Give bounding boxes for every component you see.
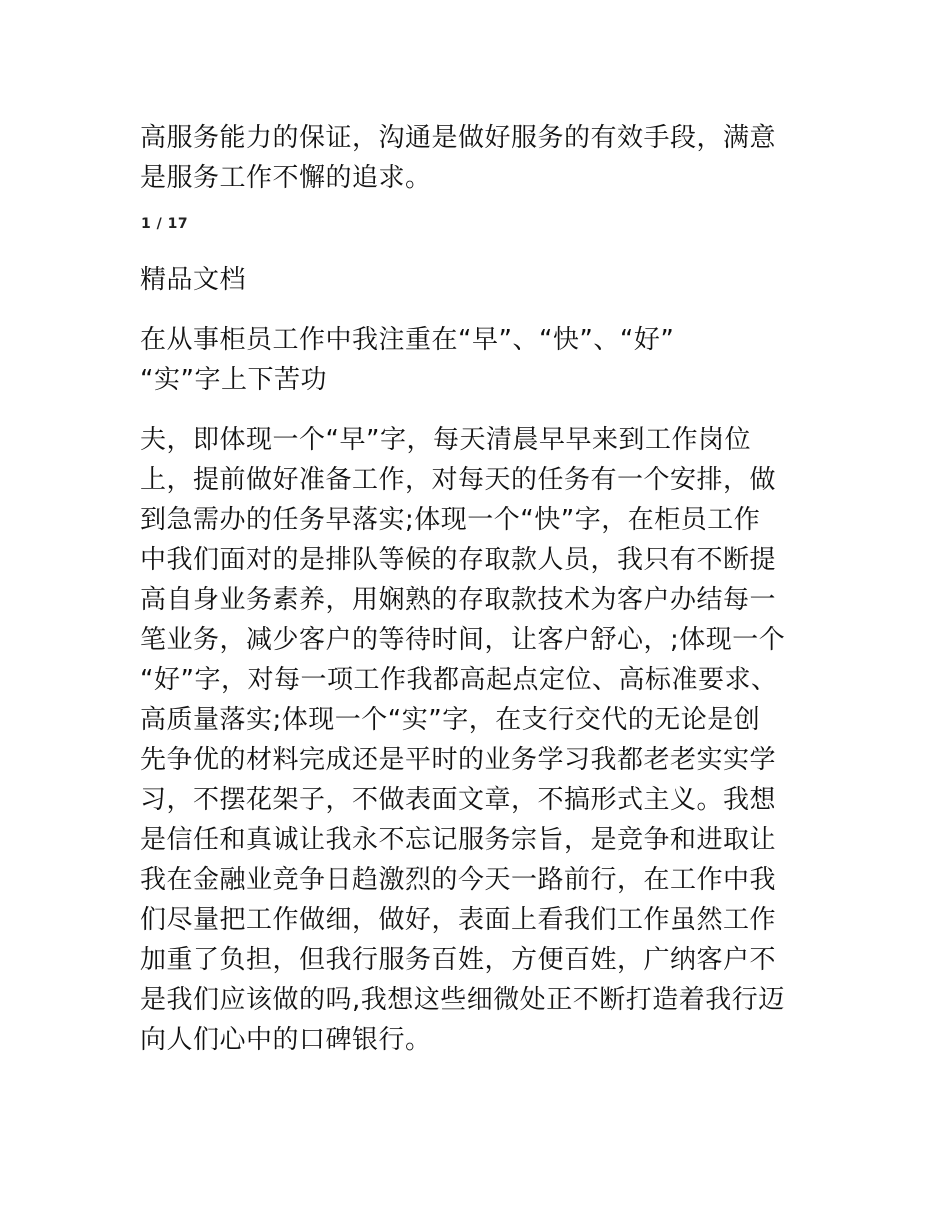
heading-line-2: “实”字上下苦功 <box>140 365 327 395</box>
body-line-7: “好”字，对每一项工作我都高起点定位、高标准要求、 <box>140 665 778 695</box>
body-line-3: 到急需办的任务早落实;体现一个“快”字，在柜员工作 <box>140 505 761 535</box>
body-line-15: 是我们应该做的吗,我想这些细微处正不断打造着我行迈 <box>140 985 785 1015</box>
body-line-2: 上，提前做好准备工作，对每天的任务有一个安排，做 <box>140 465 777 495</box>
body-line-14: 加重了负担，但我行服务百姓，方便百姓，广纳客户不 <box>140 945 777 975</box>
body-line-1: 夫，即体现一个“早”字，每天清晨早早来到工作岗位 <box>140 425 751 455</box>
body-line-12: 我在金融业竞争日趋激烈的今天一路前行，在工作中我 <box>140 865 777 895</box>
body-line-10: 习，不摆花架子，不做表面文章，不搞形式主义。我想 <box>140 785 777 815</box>
body-line-9: 先争优的材料完成还是平时的业务学习我都老老实实学 <box>140 745 777 775</box>
heading-paragraph <box>140 320 810 400</box>
body-line-16: 向人们心中的口碑银行。 <box>140 1025 432 1055</box>
heading-line-1: 在从事柜员工作中我注重在“早”、“快”、“好” <box>140 325 675 355</box>
document-label: 精品文档 <box>140 265 247 295</box>
body-line-5: 高自身业务素养，用娴熟的存取款技术为客户办结每一 <box>140 585 777 615</box>
body-line-4: 中我们面对的是排队等候的存取款人员，我只有不断提 <box>140 545 777 575</box>
body-line-8: 高质量落实;体现一个“实”字，在支行交代的无论是创 <box>140 705 761 735</box>
body-line-6: 笔业务，减少客户的等待时间，让客户舒心，;体现一个 <box>140 625 786 655</box>
body-line-11: 是信任和真诚让我永不忘记服务宗旨，是竞争和进取让 <box>140 825 777 855</box>
page-number: 1 / 17 <box>141 216 189 232</box>
body-paragraph <box>140 420 810 1060</box>
intro-line-1: 高服务能力的保证，沟通是做好服务的有效手段，满意 <box>140 123 777 153</box>
body-line-13: 们尽量把工作做细，做好，表面上看我们工作虽然工作 <box>140 905 777 935</box>
intro-line-2: 是服务工作不懈的追求。 <box>140 163 432 193</box>
intro-paragraph <box>140 118 810 198</box>
